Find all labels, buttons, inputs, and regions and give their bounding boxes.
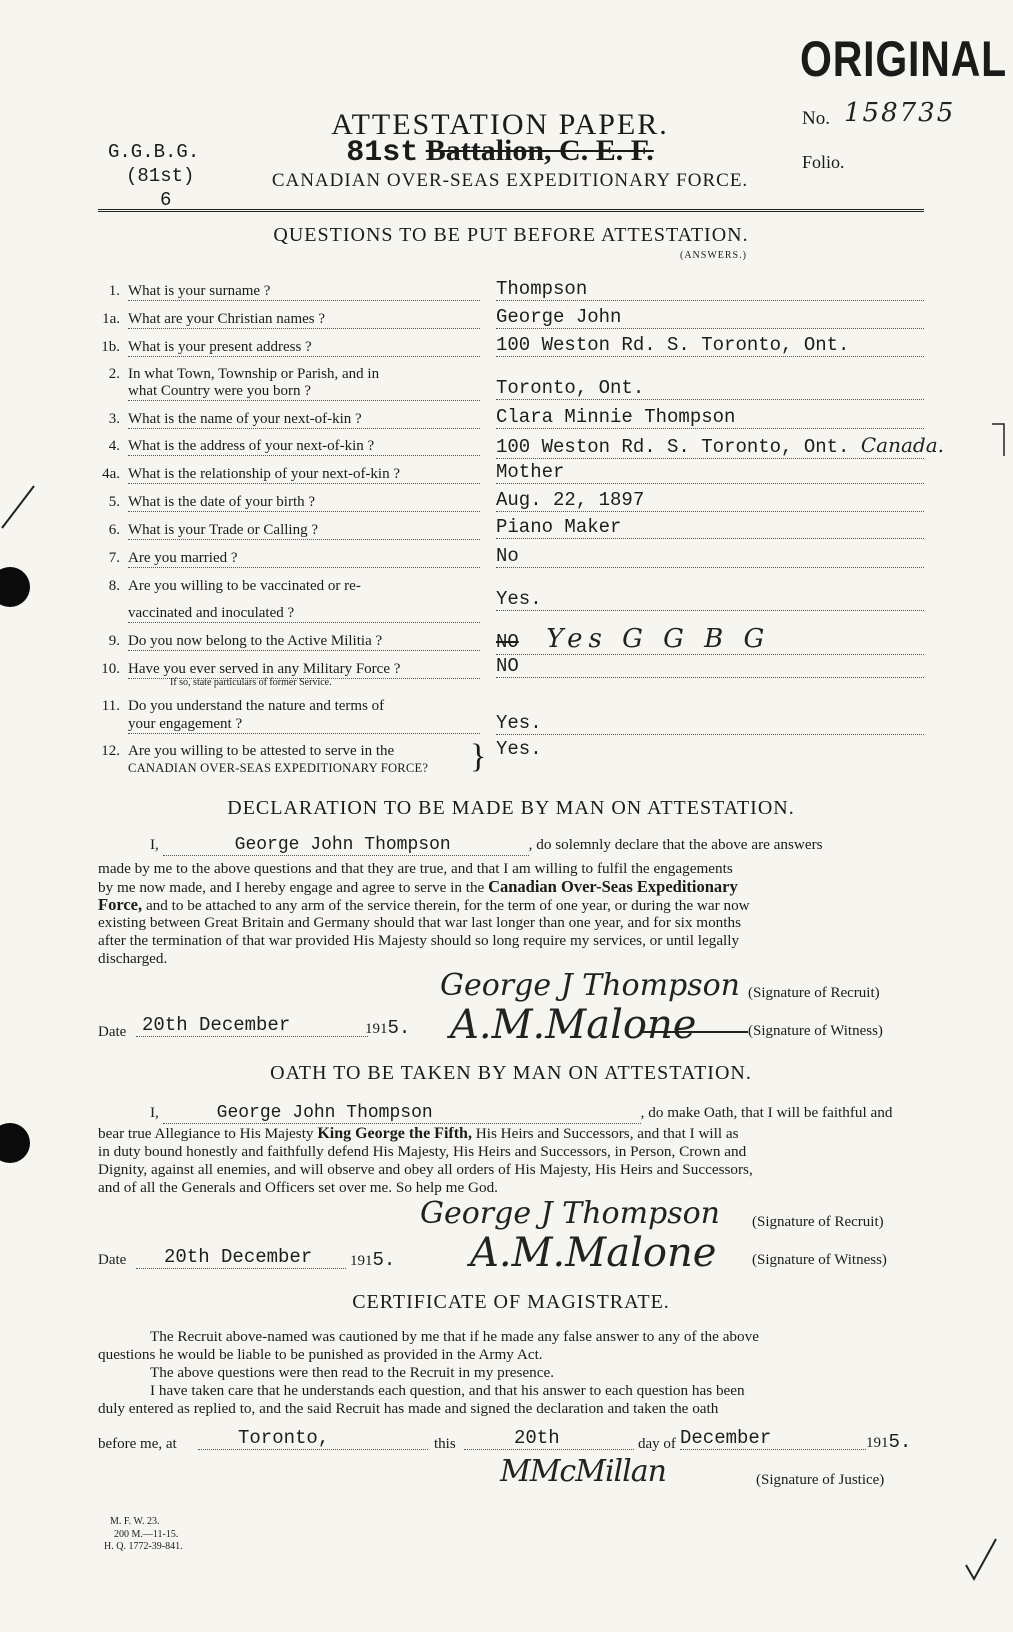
form-reference <box>102 1516 183 1554</box>
answer-field[interactable]: Toronto, Ont. <box>496 377 924 400</box>
check-mark-icon <box>962 1535 1002 1585</box>
answers-label: (ANSWERS.) <box>680 250 747 261</box>
declaration-date-label: Date <box>98 1024 127 1040</box>
battalion-line <box>240 134 760 170</box>
question-text: What is the date of your birth ? <box>128 494 480 512</box>
punch-hole-upper <box>0 567 30 607</box>
answer-field[interactable]: Piano Maker <box>496 516 924 539</box>
form-reference-line1: M. F. W. 23. <box>110 1516 160 1527</box>
answer-field[interactable]: NO Yes G G B G <box>496 624 924 655</box>
declaration-date[interactable]: 20th December <box>136 1014 368 1037</box>
declaration-witness-signature[interactable]: A.M.Malone <box>450 1002 697 1048</box>
folio-label: Folio. <box>802 152 845 172</box>
side-code-line1: G.G.B.G. <box>108 141 200 163</box>
regimental-number: 158735 <box>844 98 956 128</box>
form-reference-line3: H. Q. 1772-39-841. <box>104 1541 183 1552</box>
declaration-line2: made by me to the above questions and that they are true, and that I am willing to fulfil the engagements <box>98 860 733 877</box>
question-text-cont: vaccinated and inoculated ? <box>128 605 480 623</box>
answer-field[interactable]: Yes. <box>496 738 542 760</box>
question-number: 5. <box>108 494 120 510</box>
oath-line2: bear true Allegiance to His Majesty King George the Fifth, His Heirs and Successors, and that I will as <box>98 1125 739 1142</box>
declaration-year: 1915. <box>365 1017 411 1039</box>
header-rule <box>98 209 924 212</box>
question-text: What is the relationship of your next-of-kin ? <box>128 466 480 484</box>
certificate-dayof-label: day of <box>638 1436 676 1452</box>
answer-field[interactable]: George John <box>496 306 924 329</box>
oath-line4: Dignity, against all enemies, and will observe and obey all orders of His Majesty, His Heirs and Successors, <box>98 1161 753 1178</box>
question-text: What is your present address ? <box>128 339 480 357</box>
question-text: Do you now belong to the Active Militia ? <box>128 633 480 651</box>
question-number: 9. <box>108 633 120 649</box>
oath-title: OATH TO BE TAKEN BY MAN ON ATTESTATION. <box>270 1062 752 1084</box>
oath-date[interactable]: 20th December <box>136 1246 346 1269</box>
number-label: No. <box>802 108 830 129</box>
certificate-before-label: before me, at <box>98 1436 177 1452</box>
side-code-line3: 6 <box>160 189 172 211</box>
answer-field[interactable]: NO <box>496 655 924 678</box>
side-code-line2: (81st) <box>126 165 195 187</box>
question-text: What is your surname ? <box>128 283 480 301</box>
question-number: 6. <box>108 522 120 538</box>
declaration-line5: existing between Great Britain and Germany should that war last longer than one year, and for six months <box>98 914 741 931</box>
question-number: 10. <box>101 661 120 677</box>
answer-field[interactable]: Yes. <box>496 712 924 735</box>
oath-witness-signature[interactable]: A.M.Malone <box>470 1230 717 1276</box>
answer-field[interactable]: No <box>496 545 924 568</box>
brace: } <box>470 738 487 775</box>
certificate-line4: I have taken care that he understands each question, and that his answer to each question has been <box>150 1382 745 1399</box>
justice-signature-label: (Signature of Justice) <box>756 1472 885 1488</box>
answer-handwritten: Canada. <box>860 433 944 457</box>
question-text-cont: what Country were you born ? <box>128 383 480 401</box>
question-text: What is the address of your next-of-kin ? <box>128 438 480 456</box>
declaration-line7: discharged. <box>98 950 168 967</box>
question-text-cont: your engagement ? <box>128 716 480 734</box>
oath-line1: I, George John Thompson , do make Oath, that I will be faithful and <box>150 1103 893 1123</box>
declaration-title: DECLARATION TO BE MADE BY MAN ON ATTESTATION. <box>227 797 795 819</box>
form-title: ATTESTATION PAPER. <box>331 108 669 141</box>
declaration-line4: Force, and to be attached to any arm of the service therein, for the term of one year, or during the war now <box>98 895 750 914</box>
certificate-this-label: this <box>434 1436 456 1452</box>
answer-field[interactable]: Mother <box>496 461 924 484</box>
declaration-name[interactable]: George John Thompson <box>163 837 529 856</box>
certificate-title: CERTIFICATE OF MAGISTRATE. <box>352 1291 670 1313</box>
question-text: Are you married ? <box>128 550 480 568</box>
answer-field[interactable]: Aug. 22, 1897 <box>496 489 924 512</box>
punch-hole-lower <box>0 1123 30 1163</box>
certificate-year: 1915. <box>866 1431 912 1453</box>
question-text: What is the name of your next-of-kin ? <box>128 411 480 429</box>
declaration-line3: by me now made, and I hereby engage and agree to serve in the Canadian Over-Seas Expeditionary <box>98 877 738 896</box>
questions-title: QUESTIONS TO BE PUT BEFORE ATTESTATION. <box>273 224 749 246</box>
oath-recruit-signature-label: (Signature of Recruit) <box>752 1214 884 1230</box>
question-number: 12. <box>101 743 120 759</box>
question-number: 4. <box>108 438 120 454</box>
question-note: If so, state particulars of former Service. <box>170 677 332 688</box>
answer-field[interactable]: 100 Weston Rd. S. Toronto, Ont. Canada. <box>496 433 944 458</box>
oath-witness-signature-label: (Signature of Witness) <box>752 1252 887 1268</box>
side-code <box>108 140 199 212</box>
declaration-line6: after the termination of that war provided His Majesty should so long require my services, or until legally <box>98 932 740 949</box>
certificate-line3: The above questions were then read to the Recruit in my presence. <box>150 1364 555 1381</box>
question-number: 7. <box>108 550 120 566</box>
question-text: What is your Trade or Calling ? <box>128 522 480 540</box>
form-reference-line2: 200 M.—11-15. <box>114 1528 179 1540</box>
justice-signature[interactable]: MMcMillan <box>500 1454 666 1489</box>
question-number: 11. <box>101 698 120 714</box>
question-number: 1a. <box>102 311 120 327</box>
declaration-line1: I, George John Thompson , do solemnly declare that the above are answers <box>150 835 823 855</box>
certificate-month[interactable]: December <box>680 1427 866 1450</box>
question-number: 1b. <box>101 339 120 355</box>
question-text: Are you willing to be attested to serve in the <box>128 743 395 759</box>
signature-underline <box>640 1031 748 1033</box>
question-text: In what Town, Township or Parish, and in <box>128 366 380 382</box>
certificate-day[interactable]: 20th <box>464 1427 634 1450</box>
answer-field[interactable]: Clara Minnie Thompson <box>496 406 924 429</box>
declaration-witness-signature-label: (Signature of Witness) <box>748 1023 883 1039</box>
margin-bracket-icon <box>990 420 1010 460</box>
battalion-number: 81st <box>346 136 419 170</box>
question-number: 2. <box>108 366 120 382</box>
answer-field[interactable]: Yes. <box>496 588 924 611</box>
oath-year: 1915. <box>350 1249 396 1271</box>
certificate-place[interactable]: Toronto, <box>198 1427 428 1450</box>
certificate-line1: The Recruit above-named was cautioned by me that if he made any false answer to any of the above <box>150 1328 759 1345</box>
answer-handwritten: Yes G G B G <box>546 624 771 654</box>
certificate-line5: duly entered as replied to, and the said Recruit has made and signed the declaration and taken the oath <box>98 1400 719 1417</box>
answer-field[interactable]: 100 Weston Rd. S. Toronto, Ont. <box>496 334 924 357</box>
original-stamp: ORIGINAL <box>800 31 1007 87</box>
question-text: Have you ever served in any Military Force ? <box>128 661 480 679</box>
declaration-recruit-signature-label: (Signature of Recruit) <box>748 985 880 1001</box>
question-number: 3. <box>108 411 120 427</box>
question-text: Do you understand the nature and terms of <box>128 698 385 714</box>
battalion-print: Battalion, C. E. F. <box>425 134 654 167</box>
question-number: 8. <box>108 578 120 594</box>
oath-line5: and of all the Generals and Officers set over me. So help me God. <box>98 1179 498 1196</box>
question-text: What are your Christian names ? <box>128 311 480 329</box>
oath-date-label: Date <box>98 1252 127 1268</box>
oath-line3: in duty bound honestly and faithfully defend His Majesty, His Heirs and Successors, in Person, Crown and <box>98 1143 747 1160</box>
margin-mark-icon <box>0 480 40 530</box>
question-text-cont: CANADIAN OVER-SEAS EXPEDITIONARY FORCE? <box>128 761 429 775</box>
certificate-line2: questions he would be liable to be punished as provided in the Army Act. <box>98 1346 543 1363</box>
force-name: CANADIAN OVER-SEAS EXPEDITIONARY FORCE. <box>271 170 749 191</box>
oath-name[interactable]: George John Thompson <box>163 1105 641 1124</box>
declaration-recruit-signature[interactable]: George J Thompson <box>440 968 740 1003</box>
oath-recruit-signature[interactable]: George J Thompson <box>420 1196 720 1231</box>
question-text: Are you willing to be vaccinated or re- <box>128 578 361 594</box>
question-number: 1. <box>108 283 120 299</box>
answer-field[interactable]: Thompson <box>496 278 924 301</box>
question-number: 4a. <box>102 466 120 482</box>
